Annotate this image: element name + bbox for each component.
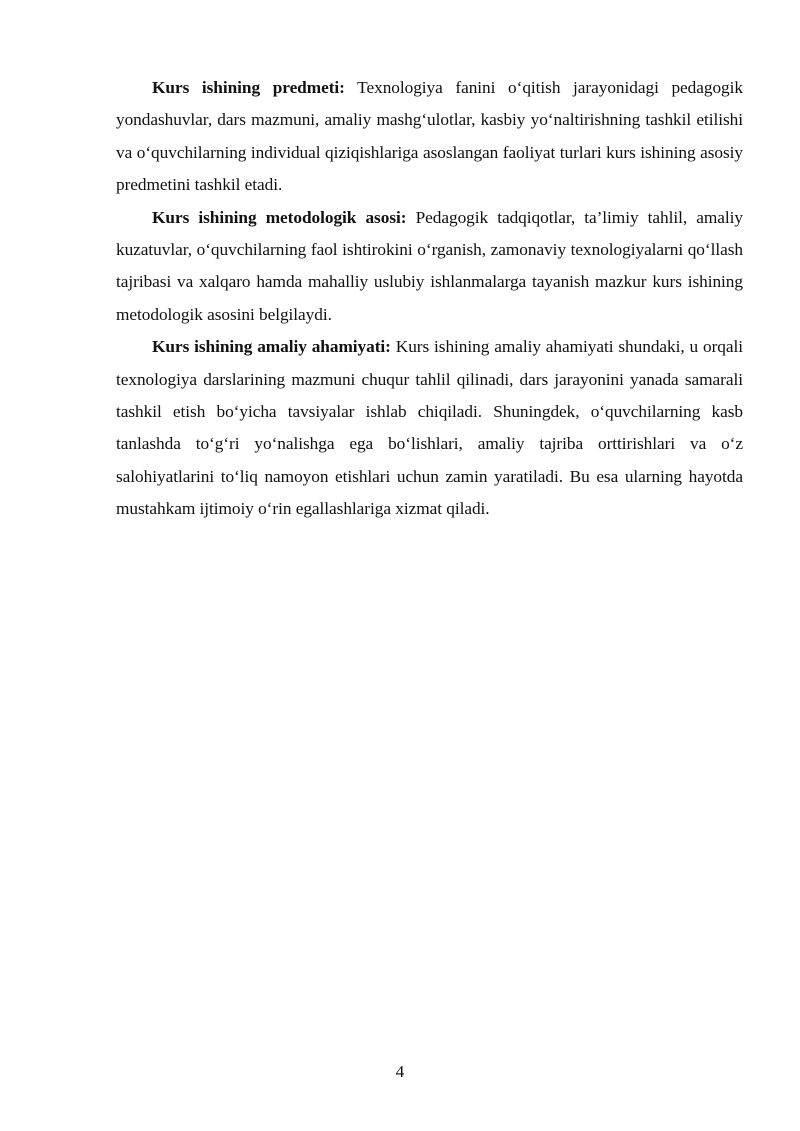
paragraph-subject bbox=[116, 72, 743, 202]
paragraph-methodology bbox=[116, 202, 743, 332]
document-body bbox=[116, 72, 743, 526]
paragraph-subject-heading: Kurs ishining predmeti: bbox=[152, 78, 345, 97]
paragraph-practical-significance-text: Kurs ishining amaliy ahamiyati shundaki, u orqali texnologiya darslarining mazmuni chuqur tahlil qilinadi, dars jarayonini yanada samarali tashkil etish bo‘yicha tavsiyalar ishlab chiqiladi. Shuningdek, o‘quvchilarning kasb tanlashda to‘g‘ri yo‘nalishga ega bo‘lishlari, amaliy tajriba orttirishlari va o‘z salohiyatlarini to‘liq namoyon etishlari uchun zamin yaratiladi. Bu esa ularning hayotda mustahkam ijtimoiy o‘rin egallashlariga xizmat qiladi. bbox=[116, 337, 743, 519]
paragraph-subject-text: Texnologiya fanini o‘qitish jarayonidagi pedagogik yondashuvlar, dars mazmuni, amaliy mashg‘ulotlar, kasbiy yo‘naltirishning tashkil etilishi va o‘quvchilarning individual qiziqishlariga asoslangan faoliyat turlari kurs ishining asosiy predmetini tashkil etadi. bbox=[116, 78, 743, 195]
paragraph-methodology-text: Pedagogik tadqiqotlar, ta’limiy tahlil, amaliy kuzatuvlar, o‘quvchilarning faol ishtirokini o‘rganish, zamonaviy texnologiyalarni qo‘llash tajribasi va xalqaro hamda mahalliy uslubiy ishlanmalarga tayanish mazkur kurs ishining metodologik asosini belgilaydi. bbox=[116, 207, 743, 324]
paragraph-methodology-heading: Kurs ishining metodologik asosi: bbox=[152, 207, 407, 227]
page-number: 4 bbox=[395, 1062, 405, 1081]
paragraph-practical-significance-heading: Kurs ishining amaliy ahamiyati: bbox=[152, 337, 391, 357]
paragraph-practical-significance bbox=[116, 331, 743, 525]
